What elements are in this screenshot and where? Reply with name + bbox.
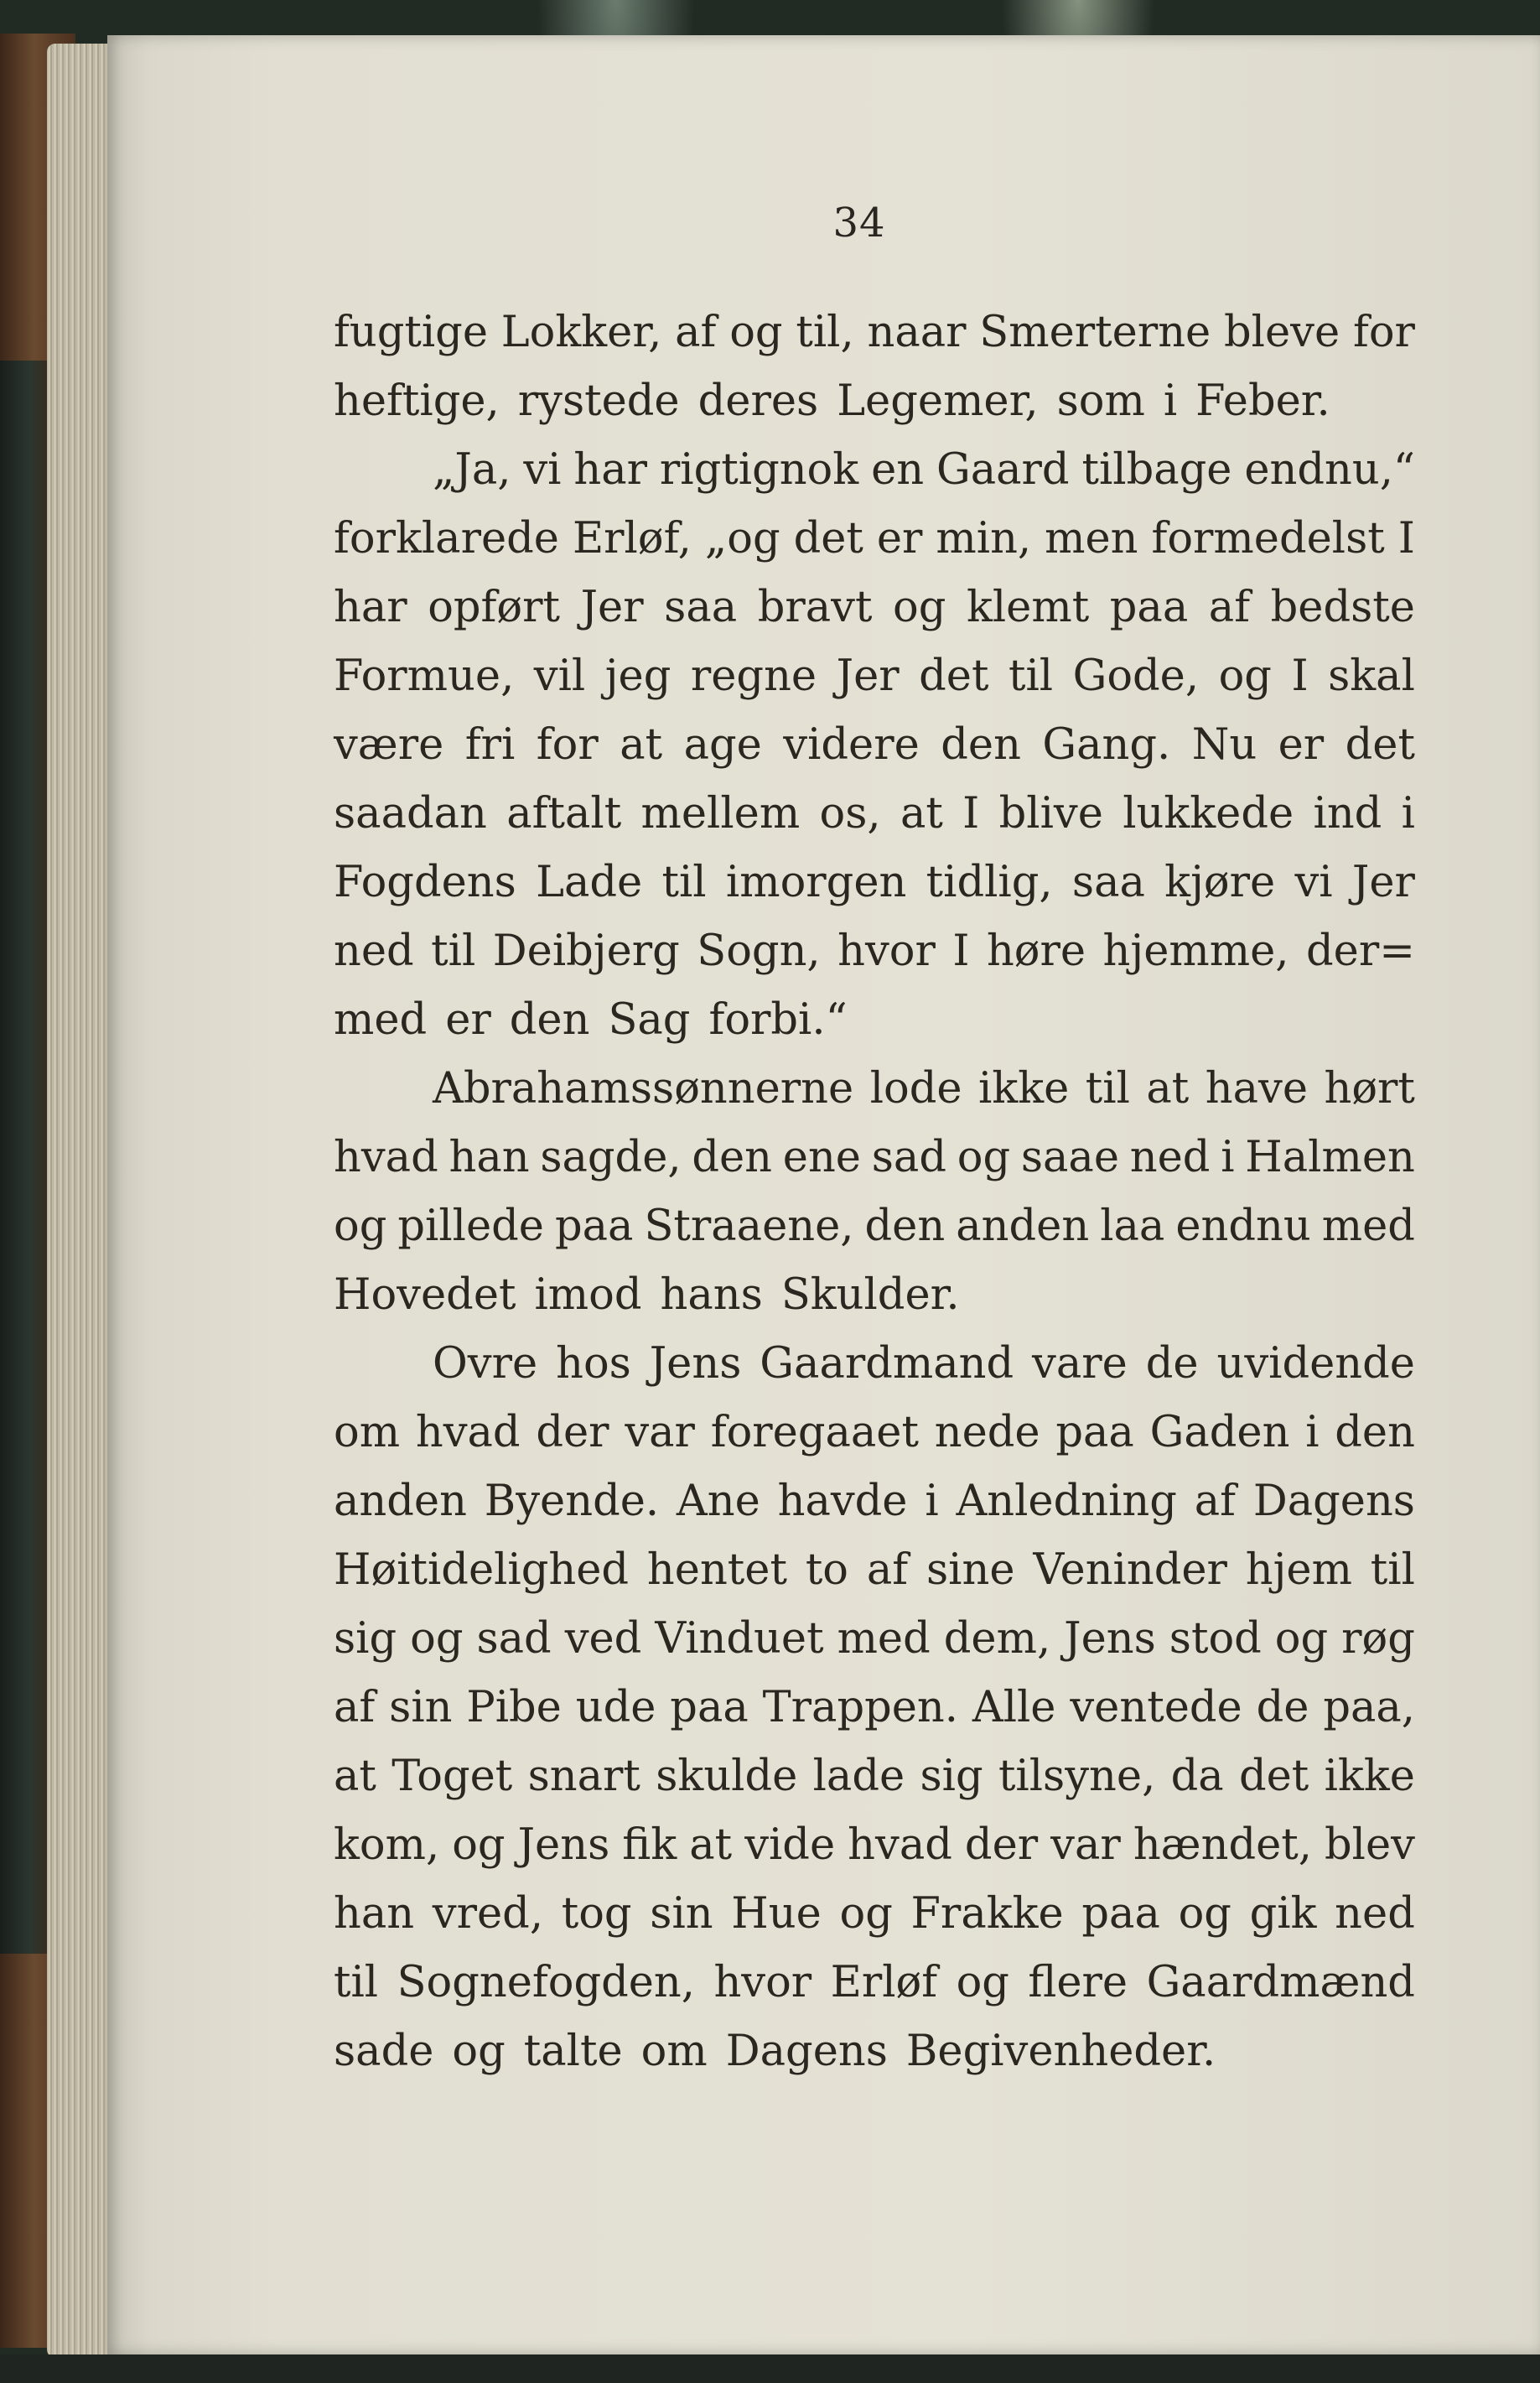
word: hvad bbox=[848, 1820, 952, 1870]
word: den bbox=[864, 1202, 946, 1251]
word: talte bbox=[523, 2027, 623, 2076]
word: sine bbox=[926, 1545, 1015, 1595]
word: den bbox=[692, 1133, 773, 1182]
word: I bbox=[1397, 514, 1415, 563]
word: de bbox=[1256, 1683, 1309, 1732]
word: og bbox=[729, 308, 783, 357]
word: I bbox=[962, 789, 980, 838]
word: saa bbox=[664, 583, 738, 632]
word: Legemer, bbox=[837, 376, 1039, 426]
word: Gaardmænd bbox=[1146, 1958, 1415, 2007]
word: og bbox=[452, 2027, 506, 2076]
word: til bbox=[431, 927, 476, 976]
word: kjøre bbox=[1164, 858, 1276, 907]
word: lukkede bbox=[1123, 789, 1294, 838]
word: Gode, bbox=[1072, 652, 1200, 701]
word: kom, bbox=[334, 1820, 440, 1870]
word: til, bbox=[796, 308, 854, 357]
word: i bbox=[1221, 1133, 1235, 1182]
word: en bbox=[871, 445, 925, 495]
word: at bbox=[334, 1752, 376, 1801]
word: til bbox=[334, 1958, 379, 2007]
text-line bbox=[334, 986, 1415, 1055]
text-line bbox=[334, 1605, 1415, 1674]
word: der bbox=[964, 1820, 1039, 1870]
word: saadan bbox=[334, 789, 487, 838]
word: Fogdens bbox=[334, 858, 516, 907]
word: er bbox=[876, 514, 923, 563]
word: nede bbox=[934, 1408, 1040, 1457]
text-line bbox=[334, 1536, 1415, 1605]
word: Ovre bbox=[433, 1339, 538, 1389]
word: ene bbox=[782, 1133, 861, 1182]
word: Lokker, bbox=[500, 308, 662, 357]
word: Hue bbox=[731, 1889, 822, 1939]
word: at bbox=[1146, 1064, 1190, 1114]
word: tilsyne, bbox=[998, 1752, 1156, 1801]
word: stod bbox=[1169, 1614, 1262, 1664]
word: dem, bbox=[943, 1614, 1051, 1664]
text-line bbox=[334, 1399, 1415, 1467]
word: Feber. bbox=[1195, 376, 1330, 426]
word: Gaardmand bbox=[760, 1339, 1014, 1389]
word: er bbox=[445, 995, 491, 1045]
word: til bbox=[1085, 1064, 1130, 1114]
word: med bbox=[837, 1614, 931, 1664]
word: Jens bbox=[517, 1820, 610, 1870]
word: og bbox=[452, 1820, 506, 1870]
word: da bbox=[1170, 1752, 1224, 1801]
word: Jens bbox=[649, 1339, 742, 1389]
word: Deibjerg bbox=[492, 927, 680, 976]
word: der= bbox=[1305, 927, 1415, 976]
word: Sogn, bbox=[697, 927, 821, 976]
word: fik bbox=[622, 1820, 677, 1870]
word: sin bbox=[389, 1683, 453, 1732]
text-line bbox=[334, 1330, 1415, 1399]
word: paa, bbox=[1323, 1683, 1415, 1732]
word: flere bbox=[1028, 1958, 1128, 2007]
word: hentet bbox=[646, 1545, 787, 1595]
word: Hovedet bbox=[334, 1270, 516, 1320]
word: laa bbox=[1100, 1202, 1165, 1251]
word: og bbox=[1178, 1889, 1231, 1939]
word: have bbox=[1205, 1064, 1309, 1114]
word: om bbox=[640, 2027, 708, 2076]
word: klemt bbox=[966, 583, 1090, 632]
word: være bbox=[334, 720, 444, 770]
text-line bbox=[334, 574, 1415, 642]
word: og bbox=[839, 1889, 893, 1939]
word: ned bbox=[1335, 1889, 1415, 1939]
word: hans bbox=[660, 1270, 763, 1320]
word: men bbox=[1045, 514, 1138, 563]
word: det bbox=[1238, 1752, 1309, 1801]
word: i bbox=[1163, 376, 1178, 426]
word: ind bbox=[1313, 789, 1382, 838]
word: røg bbox=[1341, 1614, 1415, 1664]
text-line bbox=[334, 1467, 1415, 1536]
word: hjem bbox=[1245, 1545, 1352, 1595]
word: om bbox=[334, 1408, 401, 1457]
text-line bbox=[334, 917, 1415, 986]
word: Jens bbox=[1064, 1614, 1156, 1664]
word: at bbox=[620, 720, 663, 770]
word: to bbox=[805, 1545, 849, 1595]
word: forklarede bbox=[334, 514, 559, 563]
word: der bbox=[536, 1408, 609, 1457]
background-strip bbox=[0, 2354, 1540, 2383]
word: I bbox=[952, 927, 970, 976]
word: hjemme, bbox=[1102, 927, 1289, 976]
word: sig bbox=[334, 1614, 397, 1664]
word: hvad bbox=[415, 1408, 521, 1457]
word: vare bbox=[1032, 1339, 1128, 1389]
word: Gaard bbox=[936, 445, 1070, 495]
word: hvor bbox=[713, 1958, 812, 2007]
word: Toget bbox=[391, 1752, 513, 1801]
word: uvidende bbox=[1216, 1339, 1415, 1389]
word: Halmen bbox=[1245, 1133, 1415, 1182]
word: tog bbox=[561, 1889, 632, 1939]
word: Gang. bbox=[1042, 720, 1171, 770]
word: Ane bbox=[676, 1477, 760, 1526]
word: Lade bbox=[536, 858, 643, 907]
word: har bbox=[334, 583, 407, 632]
word: forbi.“ bbox=[708, 995, 848, 1045]
book-cover-marbled bbox=[0, 361, 50, 1954]
word: I bbox=[1291, 652, 1309, 701]
word: med bbox=[1321, 1202, 1415, 1251]
word: Høitidelighed bbox=[334, 1545, 630, 1595]
word: vide bbox=[744, 1820, 836, 1870]
body-text bbox=[334, 299, 1415, 2086]
word: og bbox=[956, 1958, 1009, 2007]
word: af bbox=[1194, 1477, 1237, 1526]
word: ned bbox=[1129, 1133, 1211, 1182]
word: Veninder bbox=[1033, 1545, 1227, 1595]
word: regne bbox=[690, 652, 817, 701]
word: bravt bbox=[757, 583, 873, 632]
word: fri bbox=[464, 720, 516, 770]
word: vil bbox=[533, 652, 586, 701]
word: hos bbox=[556, 1339, 631, 1389]
word: for bbox=[1352, 308, 1415, 357]
word: saa bbox=[1071, 858, 1145, 907]
word: imod bbox=[534, 1270, 642, 1320]
word: ude bbox=[575, 1683, 656, 1732]
word: sade bbox=[334, 2027, 434, 2076]
word: har bbox=[573, 445, 648, 495]
word: han bbox=[334, 1889, 415, 1939]
word: blive bbox=[998, 789, 1103, 838]
word: endnu bbox=[1175, 1202, 1311, 1251]
word: ved bbox=[564, 1614, 642, 1664]
text-line bbox=[334, 642, 1415, 711]
word: og bbox=[1274, 1614, 1329, 1664]
word: rigtignok bbox=[659, 445, 859, 495]
text-line bbox=[334, 1880, 1415, 1949]
word: i bbox=[925, 1477, 939, 1526]
word: rystede bbox=[517, 376, 680, 426]
word: os, bbox=[819, 789, 881, 838]
text-line bbox=[334, 367, 1415, 436]
word: Trappen. bbox=[762, 1683, 958, 1732]
word: Erløf, bbox=[572, 514, 692, 563]
word: som bbox=[1056, 376, 1145, 426]
word: Nu bbox=[1191, 720, 1257, 770]
word: vi bbox=[523, 445, 562, 495]
word: imorgen bbox=[725, 858, 907, 907]
word: ikke bbox=[978, 1064, 1070, 1114]
text-line bbox=[334, 849, 1415, 917]
text-line bbox=[334, 1742, 1415, 1811]
word: at bbox=[900, 789, 943, 838]
word: Jer bbox=[580, 583, 644, 632]
word: den bbox=[509, 995, 590, 1045]
word: heftige, bbox=[334, 376, 500, 426]
text-line bbox=[334, 2017, 1415, 2086]
text-line bbox=[334, 1674, 1415, 1742]
word: hvad bbox=[334, 1133, 438, 1182]
word: anden bbox=[956, 1202, 1090, 1251]
word: Sognefogden, bbox=[397, 1958, 695, 2007]
word: ikke bbox=[1324, 1752, 1415, 1801]
word: paa bbox=[1109, 583, 1189, 632]
word: Skulder. bbox=[780, 1270, 960, 1320]
word: Formue, bbox=[334, 652, 515, 701]
text-line bbox=[334, 780, 1415, 849]
word: sig bbox=[920, 1752, 983, 1801]
word: den bbox=[1335, 1408, 1415, 1457]
text-line bbox=[334, 1949, 1415, 2017]
word: Abrahamssønnerne bbox=[433, 1064, 854, 1114]
word: var bbox=[1050, 1820, 1121, 1870]
word: ventede bbox=[1070, 1683, 1242, 1732]
word: vred, bbox=[432, 1889, 544, 1939]
text-line bbox=[334, 436, 1415, 505]
word: bedste bbox=[1270, 583, 1415, 632]
word: sin bbox=[650, 1889, 713, 1939]
word: hvor bbox=[837, 927, 936, 976]
word: paa bbox=[1081, 1889, 1160, 1939]
word: skulde bbox=[656, 1752, 798, 1801]
word: jeg bbox=[604, 652, 671, 701]
word: min, bbox=[936, 514, 1032, 563]
word: paa bbox=[670, 1683, 749, 1732]
word: fugtige bbox=[334, 308, 489, 357]
word: Anledning bbox=[956, 1477, 1177, 1526]
text-line bbox=[334, 1124, 1415, 1192]
word: de bbox=[1145, 1339, 1199, 1389]
text-line bbox=[334, 1055, 1415, 1124]
text-line bbox=[334, 1192, 1415, 1261]
word: „og bbox=[704, 514, 780, 563]
word: og bbox=[893, 583, 946, 632]
word: paa bbox=[1055, 1408, 1134, 1457]
word: mellem bbox=[640, 789, 801, 838]
word: Straaene, bbox=[644, 1202, 854, 1251]
word: og bbox=[1218, 652, 1272, 701]
word: pillede bbox=[397, 1202, 544, 1251]
text-line bbox=[334, 711, 1415, 780]
word: hørt bbox=[1324, 1064, 1415, 1114]
word: endnu,“ bbox=[1244, 445, 1415, 495]
word: og bbox=[957, 1133, 1011, 1182]
word: af bbox=[675, 308, 717, 357]
word: sad bbox=[476, 1614, 552, 1664]
word: opført bbox=[428, 583, 561, 632]
word: han bbox=[449, 1133, 530, 1182]
word: af bbox=[334, 1683, 376, 1732]
word: naar bbox=[867, 308, 967, 357]
word: høre bbox=[986, 927, 1086, 976]
word: den bbox=[941, 720, 1021, 770]
word: Frakke bbox=[910, 1889, 1064, 1939]
word: vi bbox=[1294, 858, 1333, 907]
word: var bbox=[625, 1408, 695, 1457]
word: til bbox=[661, 858, 707, 907]
word: deres bbox=[697, 376, 819, 426]
word: af bbox=[866, 1545, 909, 1595]
word: gik bbox=[1249, 1889, 1317, 1939]
word: Gaden bbox=[1149, 1408, 1290, 1457]
text-line bbox=[334, 299, 1415, 367]
word: Erløf bbox=[830, 1958, 938, 2007]
word: lade bbox=[812, 1752, 905, 1801]
text-line bbox=[334, 1811, 1415, 1880]
word: til bbox=[1370, 1545, 1415, 1595]
word: saae bbox=[1020, 1133, 1120, 1182]
word: anden bbox=[334, 1477, 467, 1526]
page-number: 34 bbox=[832, 200, 886, 247]
word: bleve bbox=[1224, 308, 1340, 357]
word: Jer bbox=[1351, 858, 1415, 907]
word: i bbox=[1305, 1408, 1320, 1457]
word: Dagens bbox=[725, 2027, 888, 2076]
word: Sag bbox=[608, 995, 691, 1045]
word: med bbox=[334, 995, 428, 1045]
word: ned bbox=[334, 927, 414, 976]
word: og bbox=[410, 1614, 464, 1664]
word: lode bbox=[869, 1064, 962, 1114]
word: skal bbox=[1328, 652, 1415, 701]
word: af bbox=[1208, 583, 1251, 632]
word: tidlig, bbox=[926, 858, 1053, 907]
word: og bbox=[334, 1202, 387, 1251]
word: Vinduet bbox=[655, 1614, 824, 1664]
word: Alle bbox=[972, 1683, 1056, 1732]
word: at bbox=[689, 1820, 733, 1870]
word: age bbox=[683, 720, 762, 770]
word: Byende. bbox=[484, 1477, 660, 1526]
word: formedelst bbox=[1151, 514, 1385, 563]
word: Jer bbox=[836, 652, 900, 701]
text-line bbox=[334, 505, 1415, 574]
word: blev bbox=[1325, 1820, 1415, 1870]
word: sad bbox=[871, 1133, 946, 1182]
word: havde bbox=[777, 1477, 908, 1526]
word: Dagens bbox=[1252, 1477, 1415, 1526]
word: videre bbox=[783, 720, 920, 770]
word: hændet, bbox=[1133, 1820, 1312, 1870]
word: det bbox=[793, 514, 863, 563]
word: det bbox=[1345, 720, 1415, 770]
word: tilbage bbox=[1081, 445, 1232, 495]
word: snart bbox=[527, 1752, 640, 1801]
word: i bbox=[1401, 789, 1415, 838]
word: til bbox=[1008, 652, 1054, 701]
word: Begivenheder. bbox=[905, 2027, 1216, 2076]
word: „Ja, bbox=[433, 445, 511, 495]
word: foregaaet bbox=[710, 1408, 919, 1457]
text-line bbox=[334, 1261, 1415, 1330]
word: Pibe bbox=[466, 1683, 562, 1732]
word: paa bbox=[554, 1202, 634, 1251]
word: for bbox=[536, 720, 599, 770]
word: Smerterne bbox=[979, 308, 1211, 357]
word: sagde, bbox=[540, 1133, 682, 1182]
word: er bbox=[1278, 720, 1325, 770]
word: aftalt bbox=[506, 789, 622, 838]
word: det bbox=[919, 652, 989, 701]
